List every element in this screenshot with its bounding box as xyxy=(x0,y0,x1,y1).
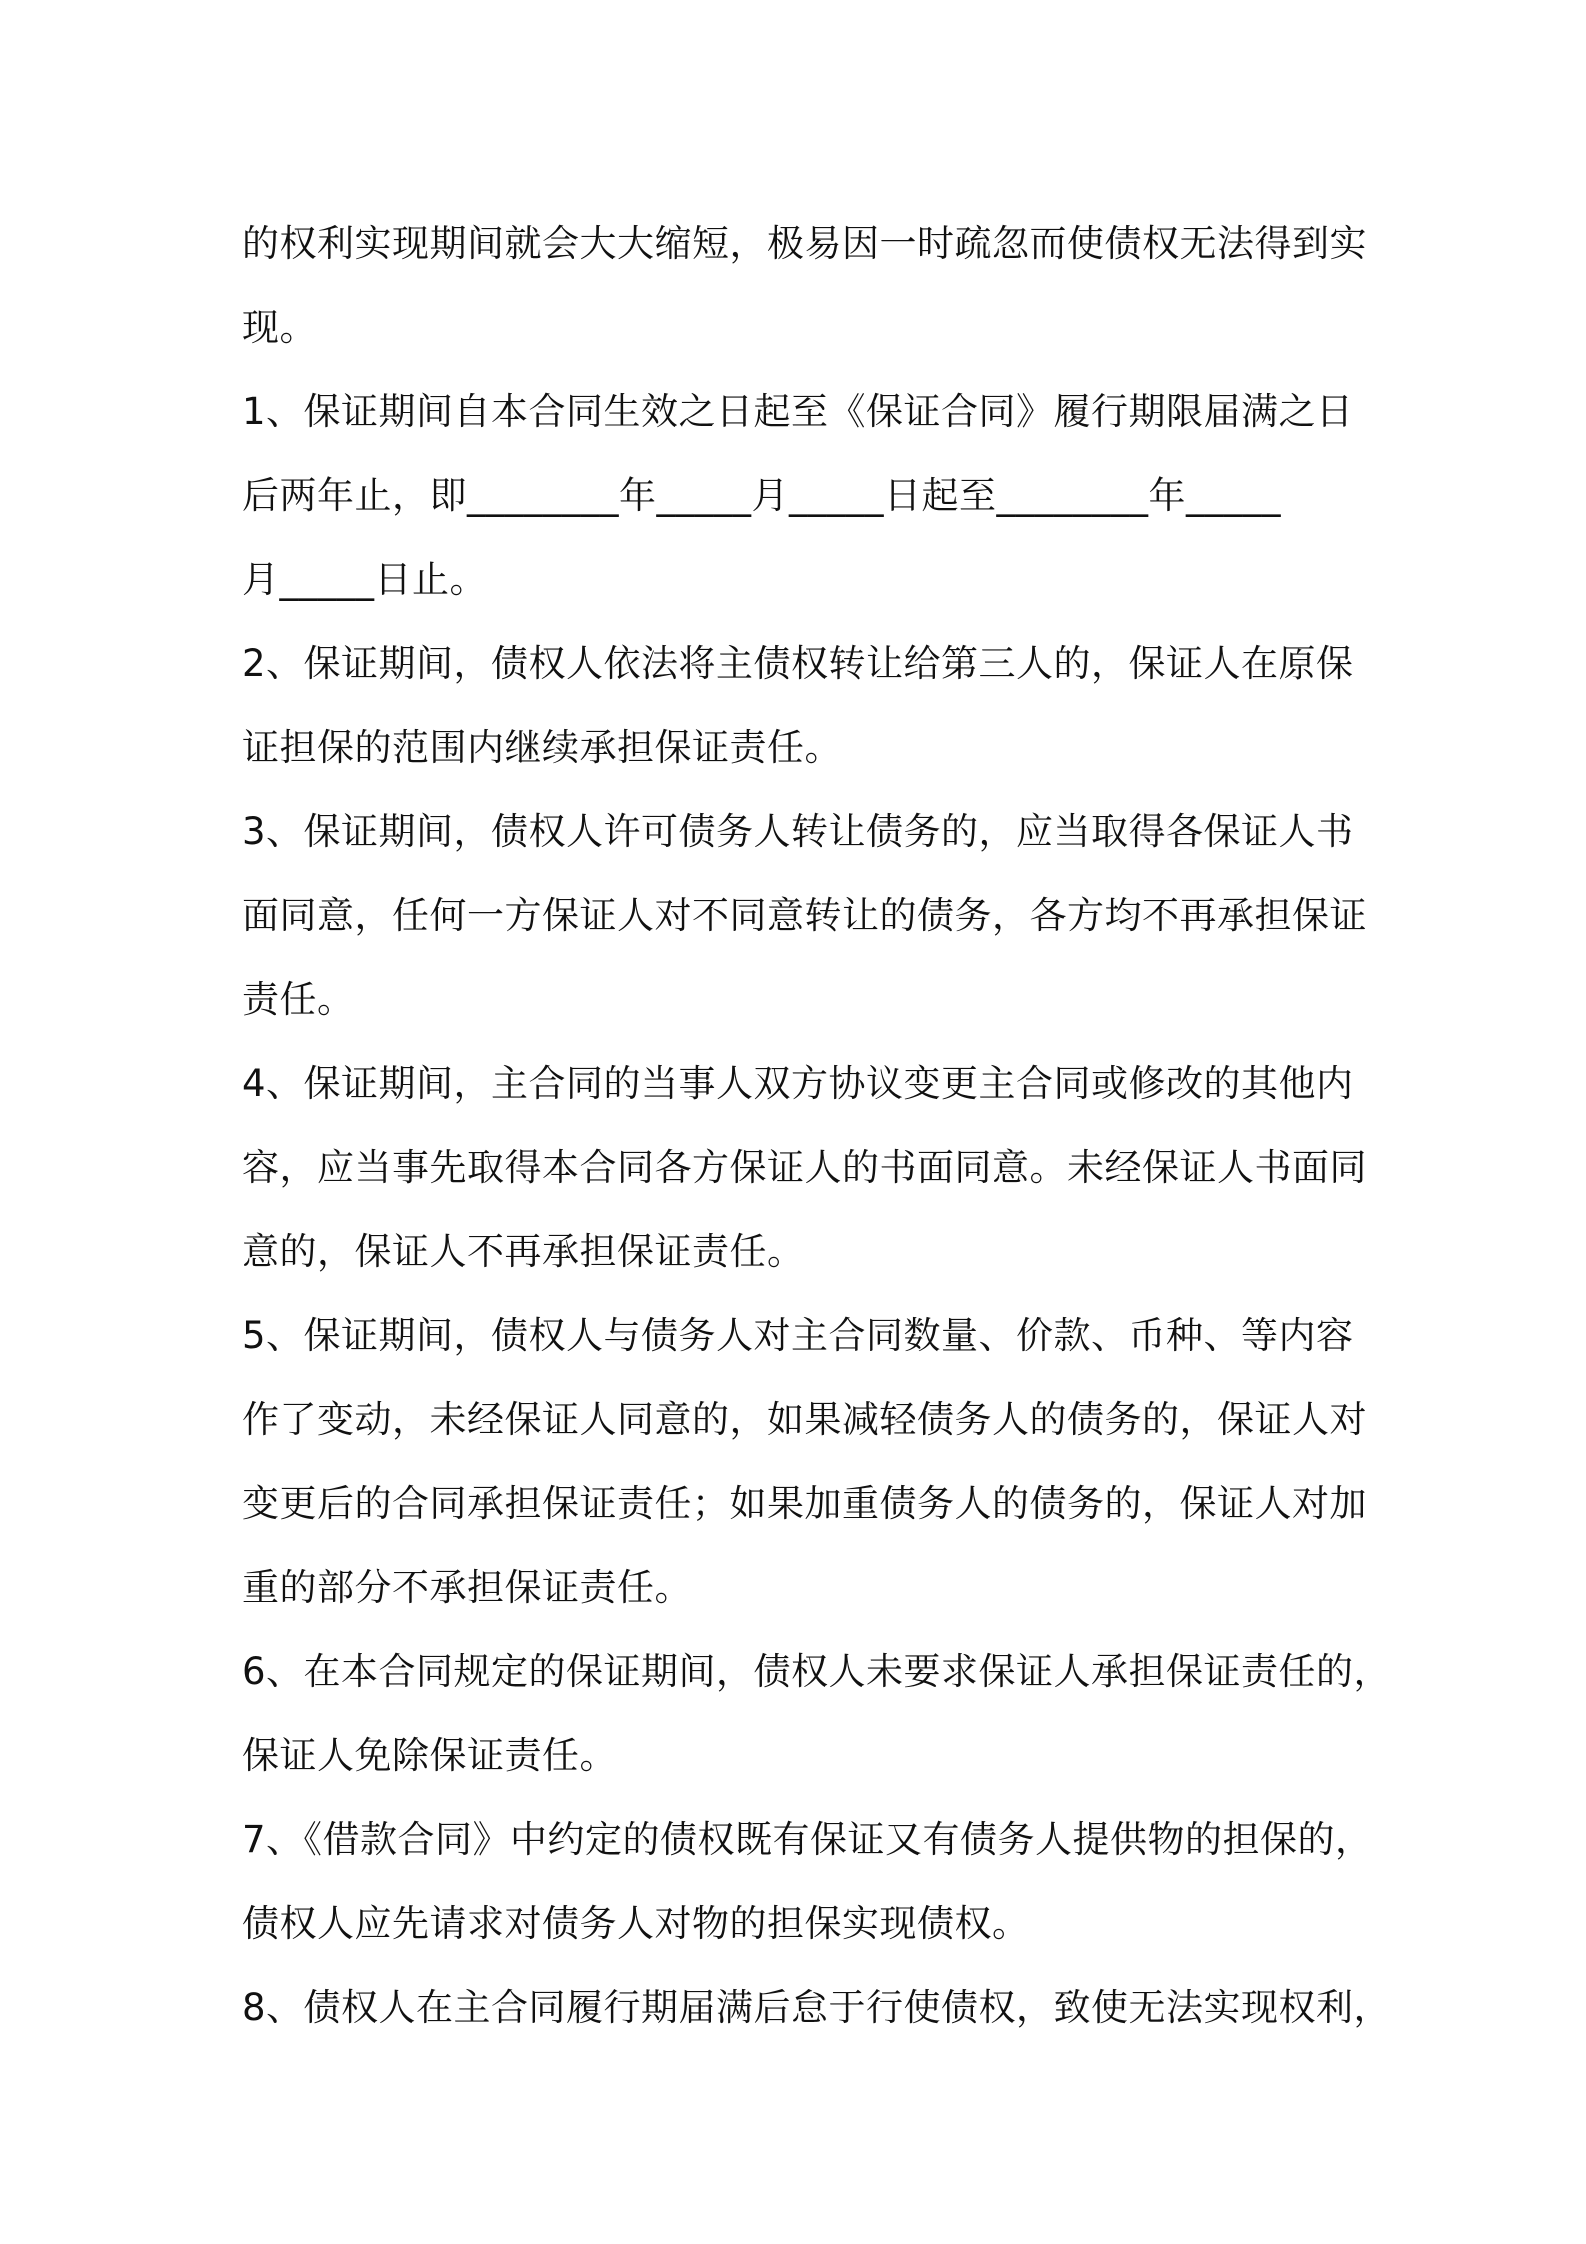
text-line: 债权人应先请求对债务人对物的担保实现债权。 xyxy=(242,1902,1030,1945)
text-line: 意的，保证人不再承担保证责任。 xyxy=(242,1230,805,1273)
text-line: 8、债权人在主合同履行期届满后怠于行使债权，致使无法实现权利， xyxy=(242,1986,1392,2029)
document-body xyxy=(242,202,1392,2050)
text-line: 现。 xyxy=(242,306,317,349)
text-line: 的权利实现期间就会大大缩短，极易因一时疏忽而使债权无法得到实 xyxy=(242,222,1367,265)
text-line: 1、保证期间自本合同生效之日起至《保证合同》履行期限届满之日 xyxy=(242,390,1354,433)
text-line: 后两年止，即________年_____月_____日起至________年_____ xyxy=(242,474,1281,517)
text-line: 保证人免除保证责任。 xyxy=(242,1734,617,1777)
text-line: 月_____日止。 xyxy=(242,558,487,601)
text-line: 6、在本合同规定的保证期间，债权人未要求保证人承担保证责任的， xyxy=(242,1650,1392,1693)
text-line: 容，应当事先取得本合同各方保证人的书面同意。未经保证人书面同 xyxy=(242,1146,1367,1189)
text-line: 7、《借款合同》中约定的债权既有保证又有债务人提供物的担保的， xyxy=(242,1818,1373,1861)
text-line: 2、保证期间，债权人依法将主债权转让给第三人的，保证人在原保 xyxy=(242,642,1354,685)
text-line: 4、保证期间，主合同的当事人双方协议变更主合同或修改的其他内 xyxy=(242,1062,1354,1105)
text-line: 3、保证期间，债权人许可债务人转让债务的，应当取得各保证人书 xyxy=(242,810,1354,853)
text-line: 证担保的范围内继续承担保证责任。 xyxy=(242,726,842,769)
text-line: 5、保证期间，债权人与债务人对主合同数量、价款、币种、等内容 xyxy=(242,1314,1354,1357)
text-line: 作了变动，未经保证人同意的，如果减轻债务人的债务的，保证人对 xyxy=(242,1398,1367,1441)
text-line: 变更后的合同承担保证责任；如果加重债务人的债务的，保证人对加 xyxy=(242,1482,1367,1525)
text-line: 重的部分不承担保证责任。 xyxy=(242,1566,692,1609)
text-line: 面同意，任何一方保证人对不同意转让的债务，各方均不再承担保证 xyxy=(242,894,1367,937)
text-line: 责任。 xyxy=(242,978,355,1021)
